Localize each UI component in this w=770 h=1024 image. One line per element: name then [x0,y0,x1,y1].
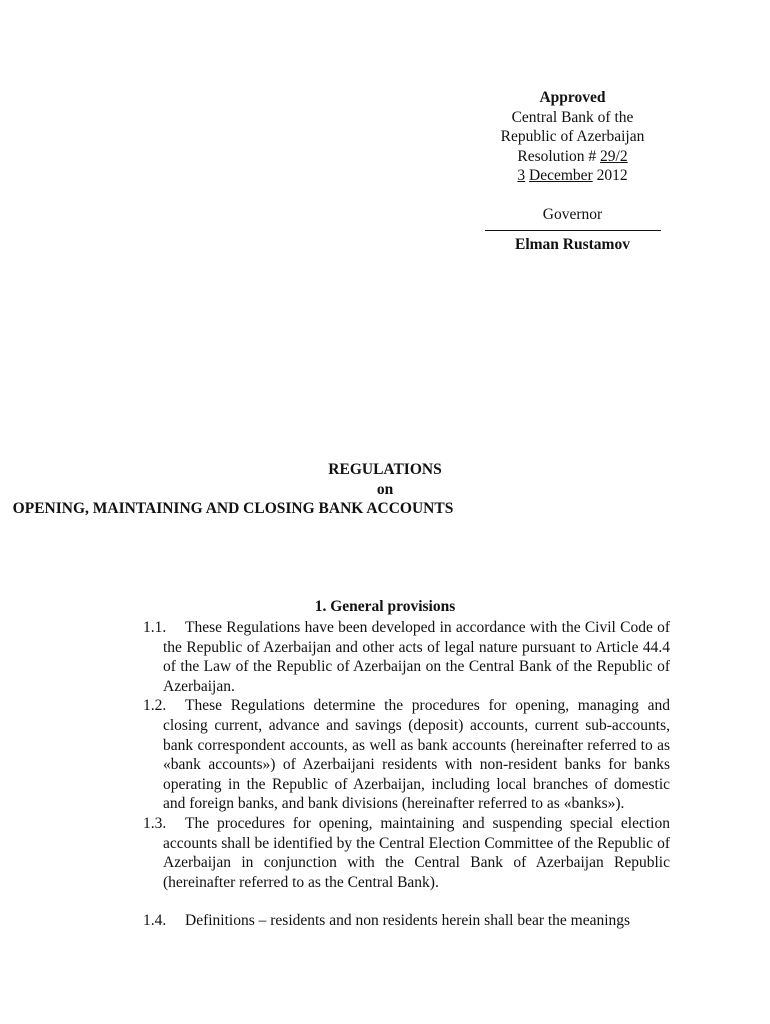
approval-block [470,88,675,255]
title-line-1: REGULATIONS [328,461,442,478]
paragraph [143,911,670,931]
paragraph-number: 1.2. [143,697,167,715]
paragraph-number: 1.3. [143,814,167,832]
resolution-prefix: Resolution # [517,147,601,165]
resolution-number: 29/2 [600,147,628,165]
section-heading: 1. General provisions [314,598,456,615]
title-line-2: on [376,480,394,498]
paragraph-text: These Regulations have been developed in accordance with the Civil Code of the Republic of Azerbaijan and other acts of legal nature pursuant to Article 44.4 of the Law of the Republic of Azerbaijan on the Central Bank of the Republic of Azerbaijan. [163,619,670,695]
approval-date [470,166,675,186]
paragraph-text: The procedures for opening, maintaining and suspending special election accounts shall be identified by the Central Election Committee of the Republic of Azerbaijan in conjunction with the Central Bank of Azerbaijan Republic (hereinafter referred to as the Central Bank). [163,814,670,891]
paragraph [143,618,670,696]
section-content [143,618,670,931]
paragraph [143,696,670,814]
date-day: 3 [517,167,526,184]
approval-line-1: Central Bank of the [511,108,634,126]
paragraph-number: 1.4. [143,912,167,930]
paragraph-number: 1.1. [143,619,167,636]
paragraph [143,814,670,892]
date-month: December [529,167,593,184]
approver-name: Elman Rustamov [515,236,630,253]
spacer [470,186,675,205]
document-title [0,460,770,519]
date-year: 2012 [592,167,628,184]
approver-position: Governor [542,205,603,223]
title-line-3: OPENING, MAINTAINING AND CLOSING BANK ACCOUNTS [12,500,454,517]
paragraph-text: These Regulations determine the procedures for opening, managing and closing current, advance and savings (deposit) accounts, current sub-accounts, bank correspondent accounts, as well as bank accounts (hereinafter referred to as «bank accounts») of Azerbaijani residents with non-resident banks for banks operating in the Republic of Azerbaijan, including local branches of domestic and foreign banks, and bank divisions (hereinafter referred to as «banks»). [163,697,670,813]
approval-heading: Approved [539,89,606,106]
approval-line-2: Republic of Azerbaijan [500,128,645,145]
resolution-line [470,147,675,167]
paragraph-text: Definitions – residents and non residents herein shall bear the meanings [185,912,631,930]
signature-line [485,230,661,231]
